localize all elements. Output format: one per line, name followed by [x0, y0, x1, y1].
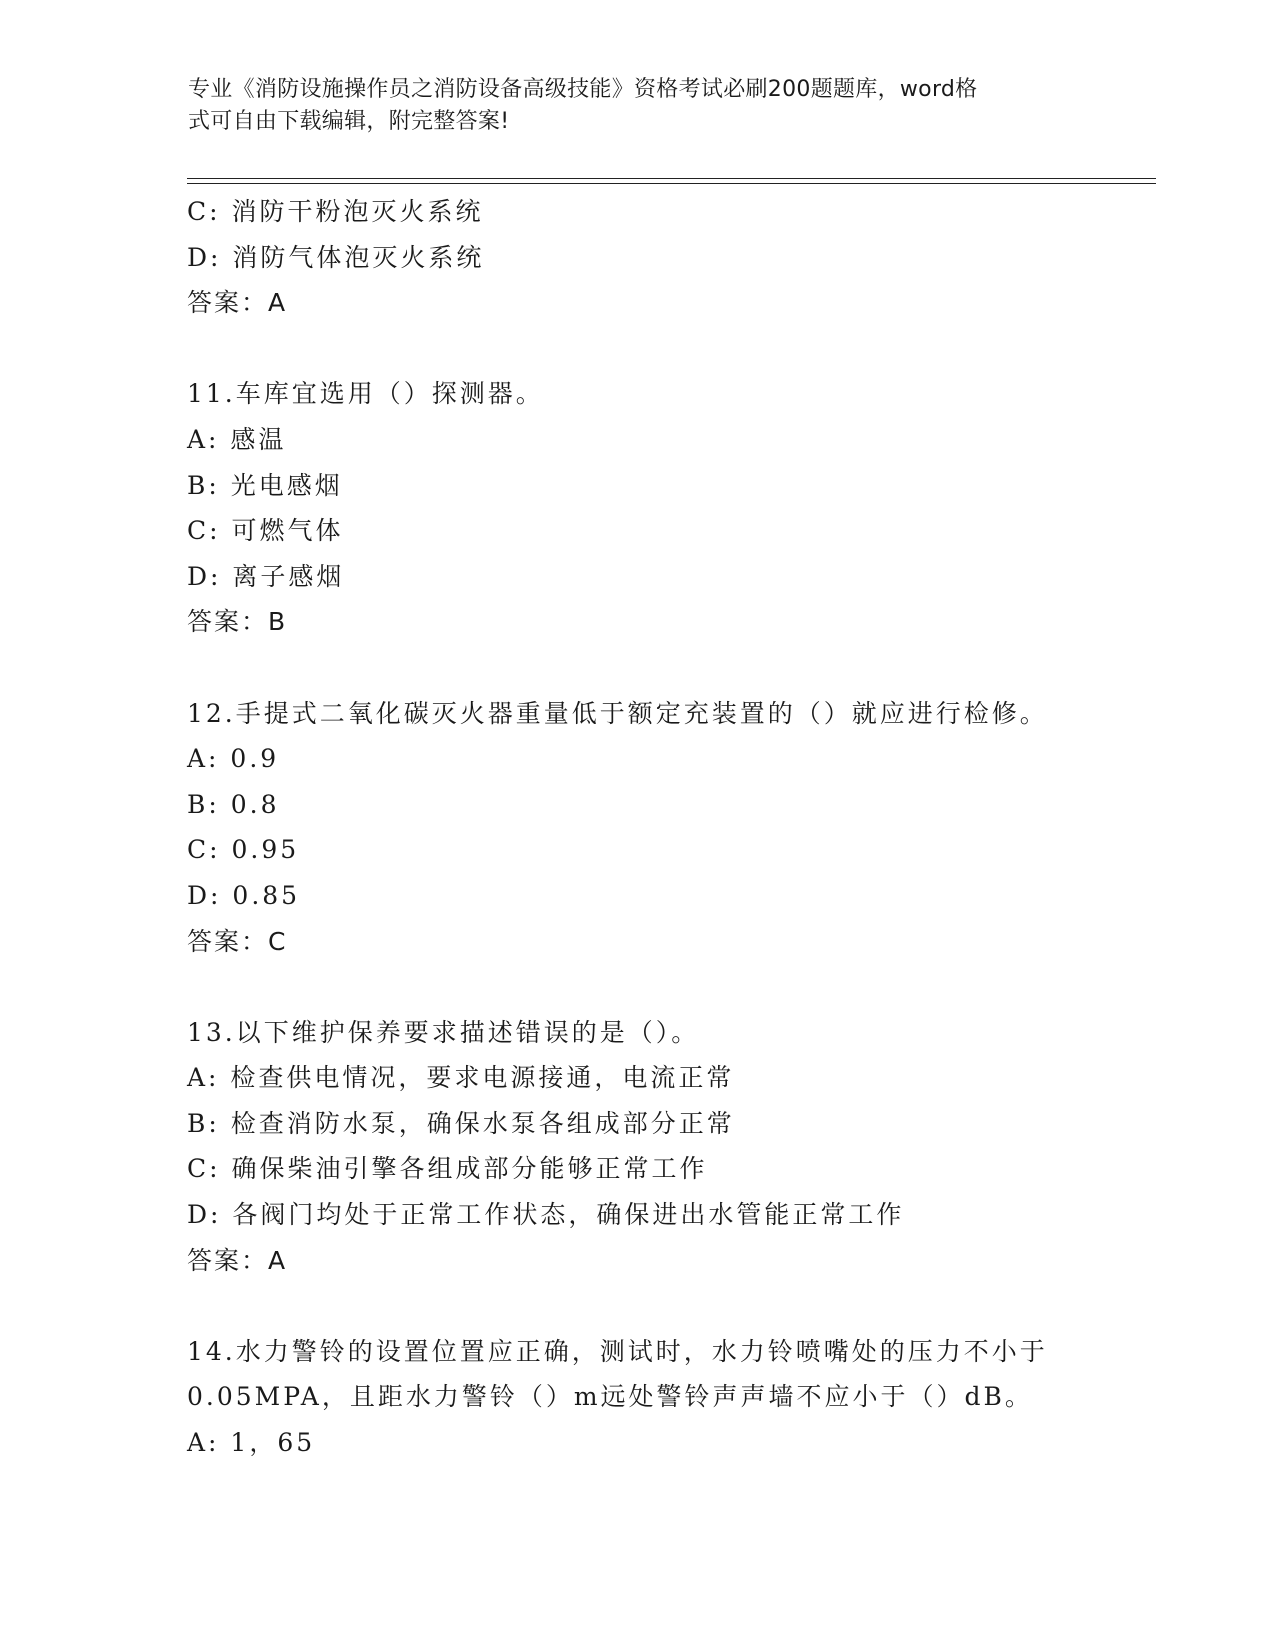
- option-a: A: 1，65: [187, 1428, 316, 1458]
- question-text-line-2: 0.05MPA，且距水力警铃（）m远处警铃声声墙不应小于（）dB。: [187, 1382, 1033, 1412]
- option-b: B: 0.8: [187, 789, 280, 819]
- option-c: C: 可燃气体: [187, 516, 344, 546]
- answer: 答案：B: [187, 607, 288, 637]
- option-d: D: 各阀门均处于正常工作状态，确保进出水管能正常工作: [187, 1200, 905, 1230]
- option-a: A: 感温: [187, 424, 287, 454]
- option-b: B: 检查消防水泵，确保水泵各组成部分正常: [187, 1108, 735, 1138]
- answer: 答案：A: [187, 1245, 288, 1275]
- question-list: [187, 189, 1147, 1466]
- question-13: [187, 1010, 1147, 1284]
- answer: 答案：C: [187, 926, 288, 956]
- option-d: D: 离子感烟: [187, 561, 345, 591]
- question-12: [187, 691, 1147, 965]
- previous-question-tail: [187, 189, 1147, 326]
- option-c: C: 消防干粉泡灭火系统: [187, 197, 484, 226]
- answer: 答案：A: [187, 288, 288, 318]
- option-d: D: 0.85: [187, 880, 301, 910]
- question-text: 12.手提式二氧化碳灭火器重量低于额定充装置的（）就应进行检修。: [187, 698, 1048, 728]
- document-header: [188, 74, 1068, 138]
- question-text: 11.车库宜选用（）探测器。: [187, 379, 544, 409]
- header-divider-top: [187, 178, 1156, 179]
- question-14: [187, 1329, 1147, 1466]
- header-divider-bottom: [187, 183, 1156, 184]
- header-line-2: 式可自由下载编辑，附完整答案!: [188, 109, 510, 134]
- option-d: D: 消防气体泡灭火系统: [187, 242, 485, 272]
- option-b: B: 光电感烟: [187, 470, 343, 500]
- question-text-line-1: 14.水力警铃的设置位置应正确，测试时，水力铃喷嘴处的压力不小于: [187, 1336, 1048, 1366]
- header-line-1: 专业《消防设施操作员之消防设备高级技能》资格考试必刷200题题库，word格: [188, 77, 978, 102]
- question-text: 13.以下维护保养要求描述错误的是（）。: [187, 1017, 700, 1047]
- option-a: A: 0.9: [187, 744, 280, 774]
- option-a: A: 检查供电情况，要求电源接通，电流正常: [187, 1063, 735, 1093]
- option-c: C: 确保柴油引擎各组成部分能够正常工作: [187, 1154, 708, 1184]
- question-11: [187, 371, 1147, 645]
- option-c: C: 0.95: [187, 835, 300, 865]
